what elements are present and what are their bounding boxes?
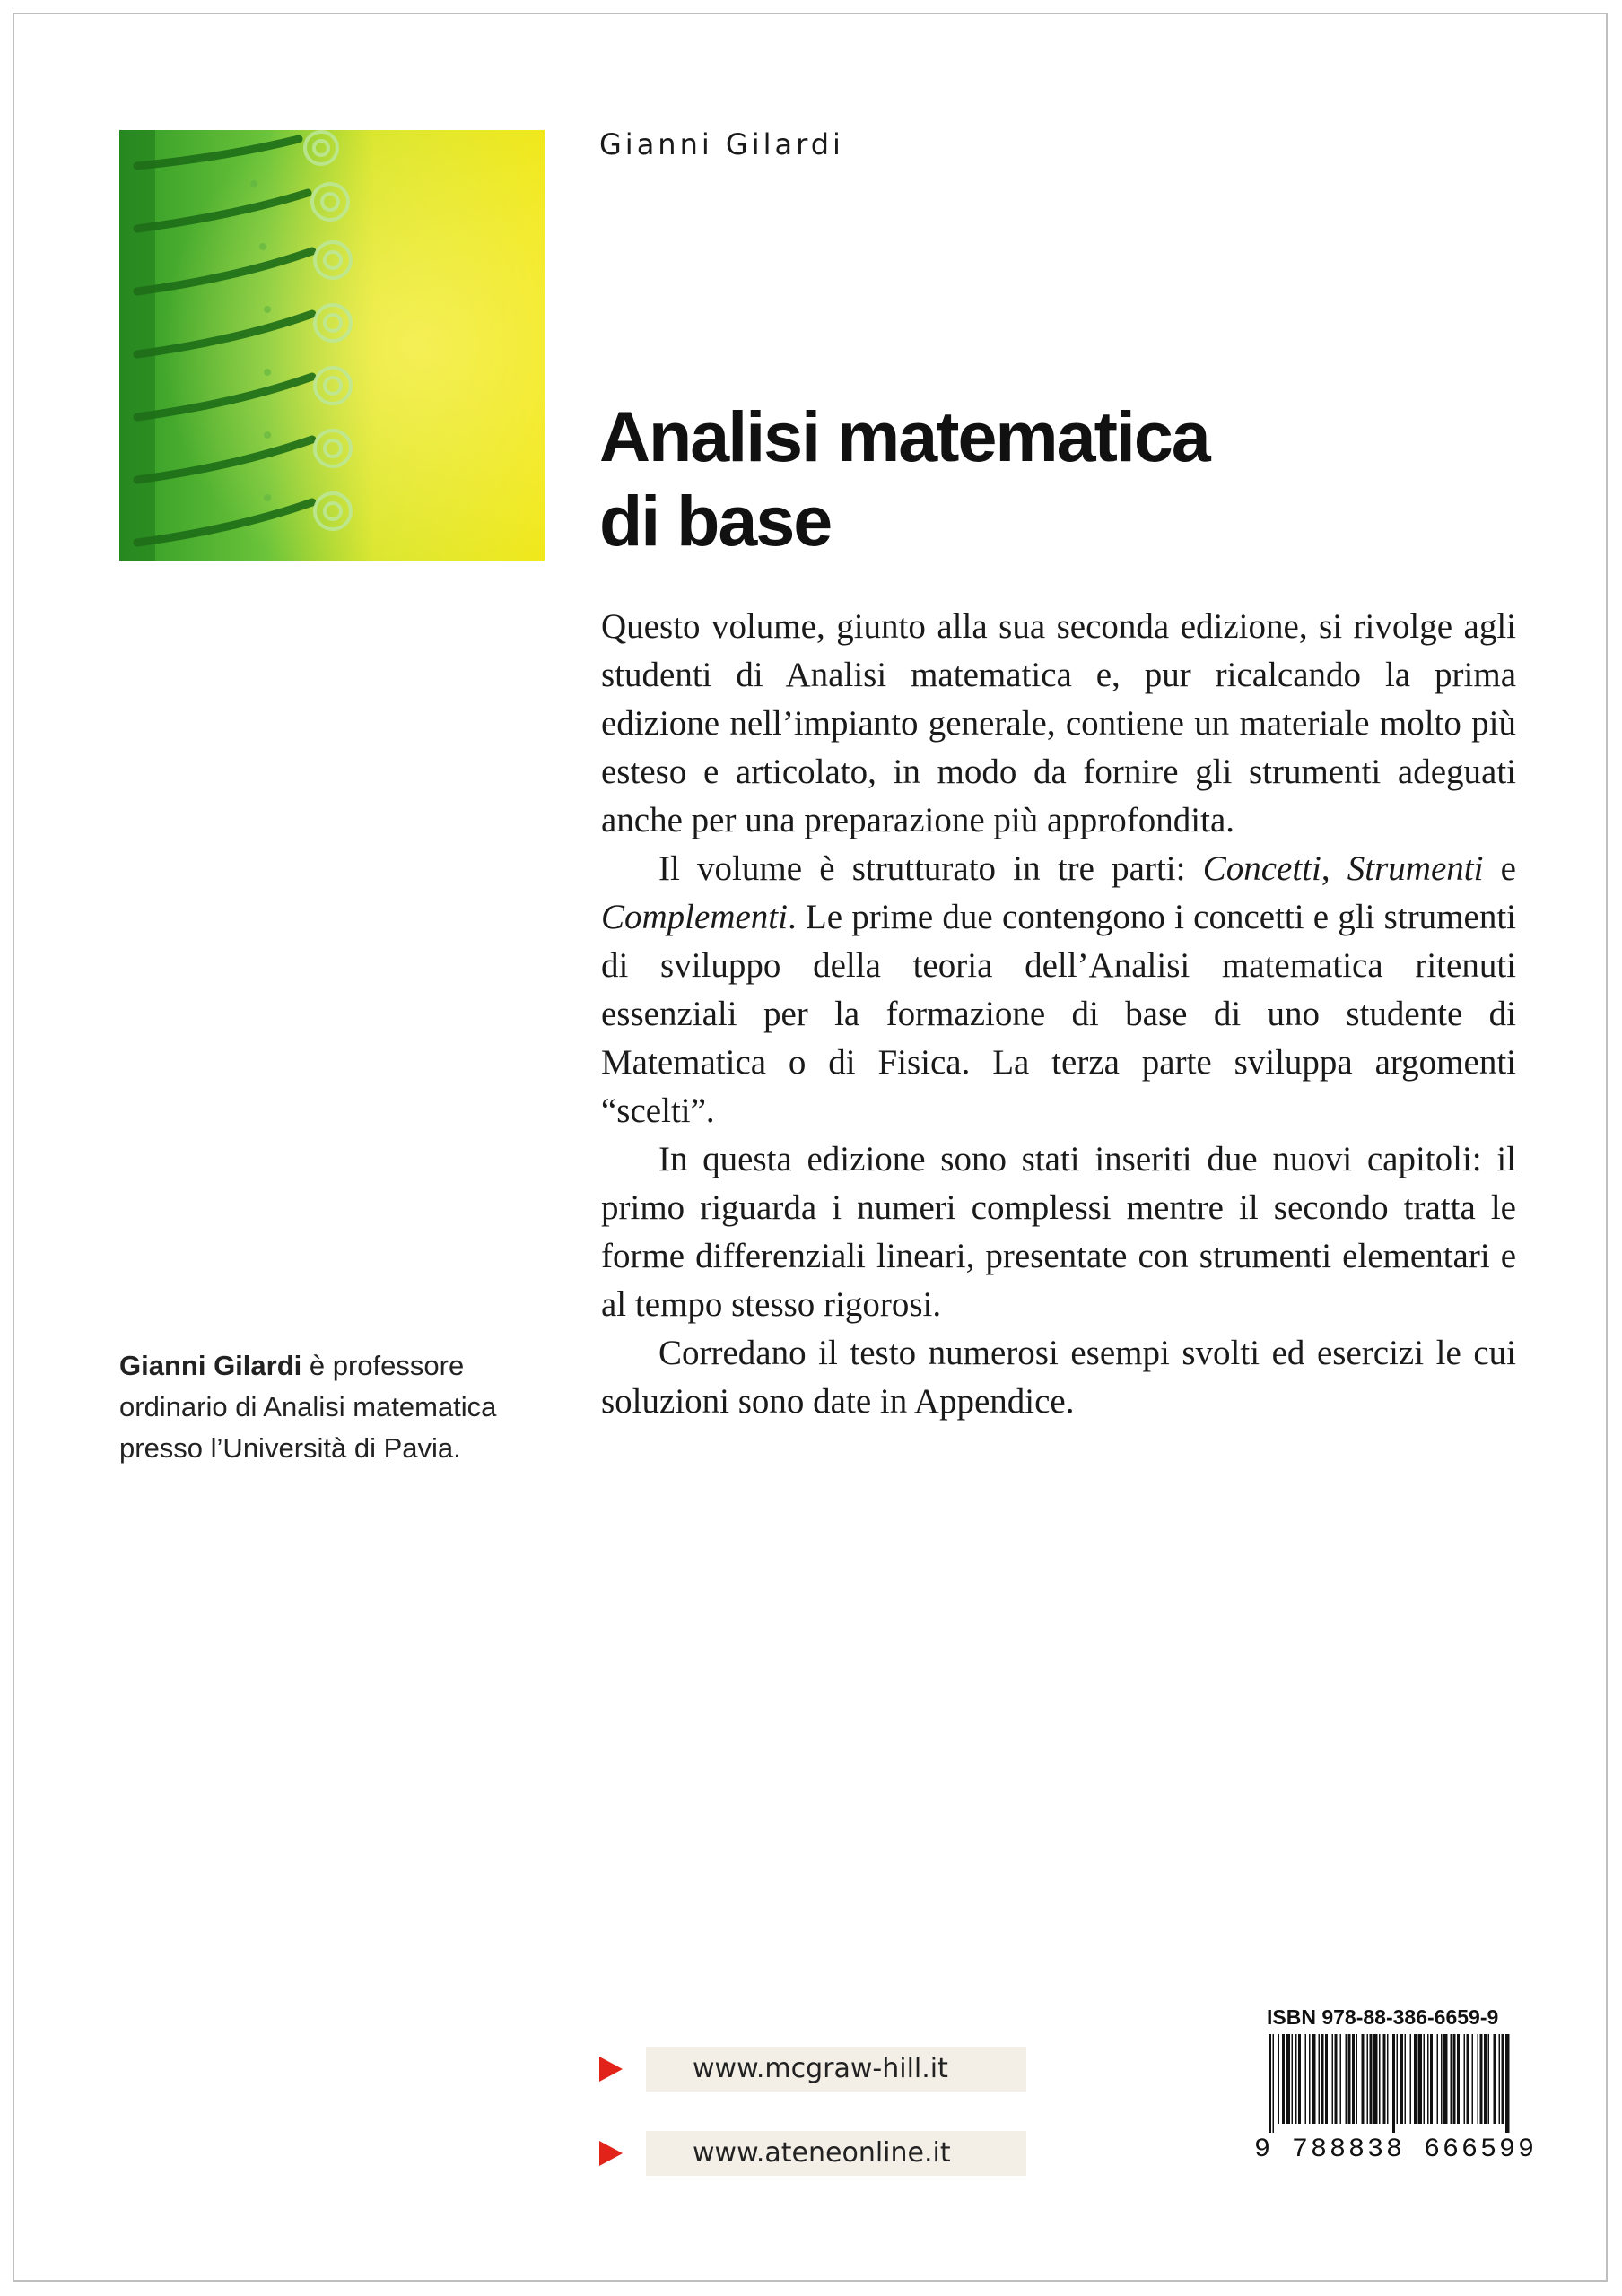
barcode-bar [1387,2034,1389,2124]
barcode-bar [1427,2034,1429,2124]
paragraph-2-text-a: Il volume è strutturato in tre parti: [658,849,1203,888]
barcode-bar [1437,2034,1439,2124]
book-title [599,395,1209,563]
barcode-bar [1269,2034,1271,2133]
book-description [601,603,1516,1426]
barcode-bar [1379,2034,1381,2124]
barcode-bar [1346,2034,1347,2124]
barcode-bar [1441,2034,1443,2124]
barcode-bar [1292,2034,1294,2124]
barcode-bar [1400,2034,1403,2124]
barcode-bar [1480,2034,1483,2124]
link-mcgraw-hill[interactable] [599,2047,1030,2092]
barcode-bar [1430,2034,1433,2124]
barcode-bar [1499,2034,1501,2124]
barcode-bar [1414,2034,1417,2124]
barcode-bar [1340,2034,1342,2124]
description-paragraph-3: In questa edizione sono stati inseriti due nuovi capitoli: il primo riguarda i numeri complessi mentre il secondo tratta le forme differenziali lineari, presentate con strumenti elementari e al tempo stesso rigorosi. [601,1140,1516,1324]
barcode-bar [1502,2034,1504,2124]
barcode-bar [1405,2034,1407,2124]
author-name-header: Gianni Gilardi [599,127,844,161]
book-title-line-1: Analisi matematica [599,396,1209,476]
barcode-bar [1443,2034,1448,2124]
barcode-bar [1295,2034,1297,2124]
author-bio-text: è professore ordinario di Analisi matematica presso l’Università di Pavia. [119,1350,497,1464]
part-concetti: Concetti [1202,849,1321,888]
paragraph-2-text-b: , [1321,849,1347,888]
paragraph-2-text-d: . Le prime due contengono i concetti e gli strumenti di sviluppo della teoria dell’Analisi matematica ritenuti essenziali per la formazione di base di uno studente di Matematica o di Fisica. La terza parte sviluppa argomenti “scelti”. [601,898,1516,1130]
barcode-bar [1367,2034,1369,2124]
barcode-bar [1478,2034,1479,2124]
barcode-bar [1298,2034,1301,2124]
barcode-bar [1335,2034,1338,2124]
barcode-bar [1373,2034,1378,2124]
isbn-barcode-digits: 9 788838 666599 [1254,2135,1538,2165]
barcode-bar [1332,2034,1334,2124]
link-url[interactable]: www.mcgraw-hill.it [646,2047,1026,2092]
barcode-bar [1282,2034,1285,2124]
barcode-bar [1356,2034,1358,2124]
barcode-bar [1464,2034,1466,2124]
barcode-bar [1319,2034,1321,2124]
description-paragraph-2 [601,845,1516,1135]
barcode-bar [1397,2034,1399,2124]
barcode-bar [1383,2034,1386,2124]
barcode-bar [1309,2034,1311,2124]
book-title-line-2: di base [599,481,832,561]
author-bio-name: Gianni Gilardi [119,1350,302,1381]
barcode-bar [1494,2034,1496,2124]
barcode-bar [1424,2034,1426,2124]
part-strumenti: Strumenti [1347,849,1484,888]
link-url[interactable]: www.ateneonline.it [646,2131,1026,2176]
barcode-bar [1286,2034,1291,2124]
barcode-bar [1453,2034,1456,2124]
barcode-bar [1273,2034,1275,2133]
barcode-bar [1370,2034,1373,2124]
description-paragraph-1: Questo volume, giunto alla sua seconda edizione, si rivolge agli studenti di Analisi matematica e, pur ricalcando la prima edizione nell’impianto generale, contiene un materiale molto più esteso e articolato, in modo da fornire gli strumenti adeguati anche per una preparazione più approfondita. [601,607,1516,839]
barcode-bar [1484,2034,1487,2124]
description-paragraph-4: Corredano il testo numerosi esempi svolti ed esercizi le cui soluzioni sono date in Appendice. [601,1334,1516,1421]
barcode-bar [1451,2034,1452,2124]
right-triangle-arrow-icon [599,2057,623,2082]
barcode-bar [1392,2034,1395,2133]
link-ateneonline[interactable] [599,2131,1030,2176]
right-triangle-arrow-icon [599,2141,623,2166]
paragraph-2-text-c: e [1483,849,1516,888]
barcode-bar [1467,2034,1469,2124]
barcode-bar [1418,2034,1423,2124]
barcode-bar [1488,2034,1490,2124]
barcode-bar [1312,2034,1316,2124]
barcode-bar [1457,2034,1460,2124]
isbn-barcode [1267,2034,1514,2133]
barcode-bar [1325,2034,1328,2124]
barcode-bar [1505,2034,1510,2133]
barcode-bar [1352,2034,1355,2124]
cover-fern-image [119,130,545,561]
barcode-bar [1472,2034,1474,2124]
barcode-bar [1348,2034,1351,2124]
barcode-bar [1305,2034,1307,2124]
barcode-bar [1410,2034,1412,2124]
isbn-label: ISBN 978-88-386-6659-9 [1267,2005,1499,2029]
barcode-bar [1321,2034,1324,2124]
barcode-bar [1278,2034,1280,2124]
part-complementi: Complementi [601,898,788,936]
author-bio [119,1345,541,1469]
barcode-bar [1362,2034,1365,2124]
